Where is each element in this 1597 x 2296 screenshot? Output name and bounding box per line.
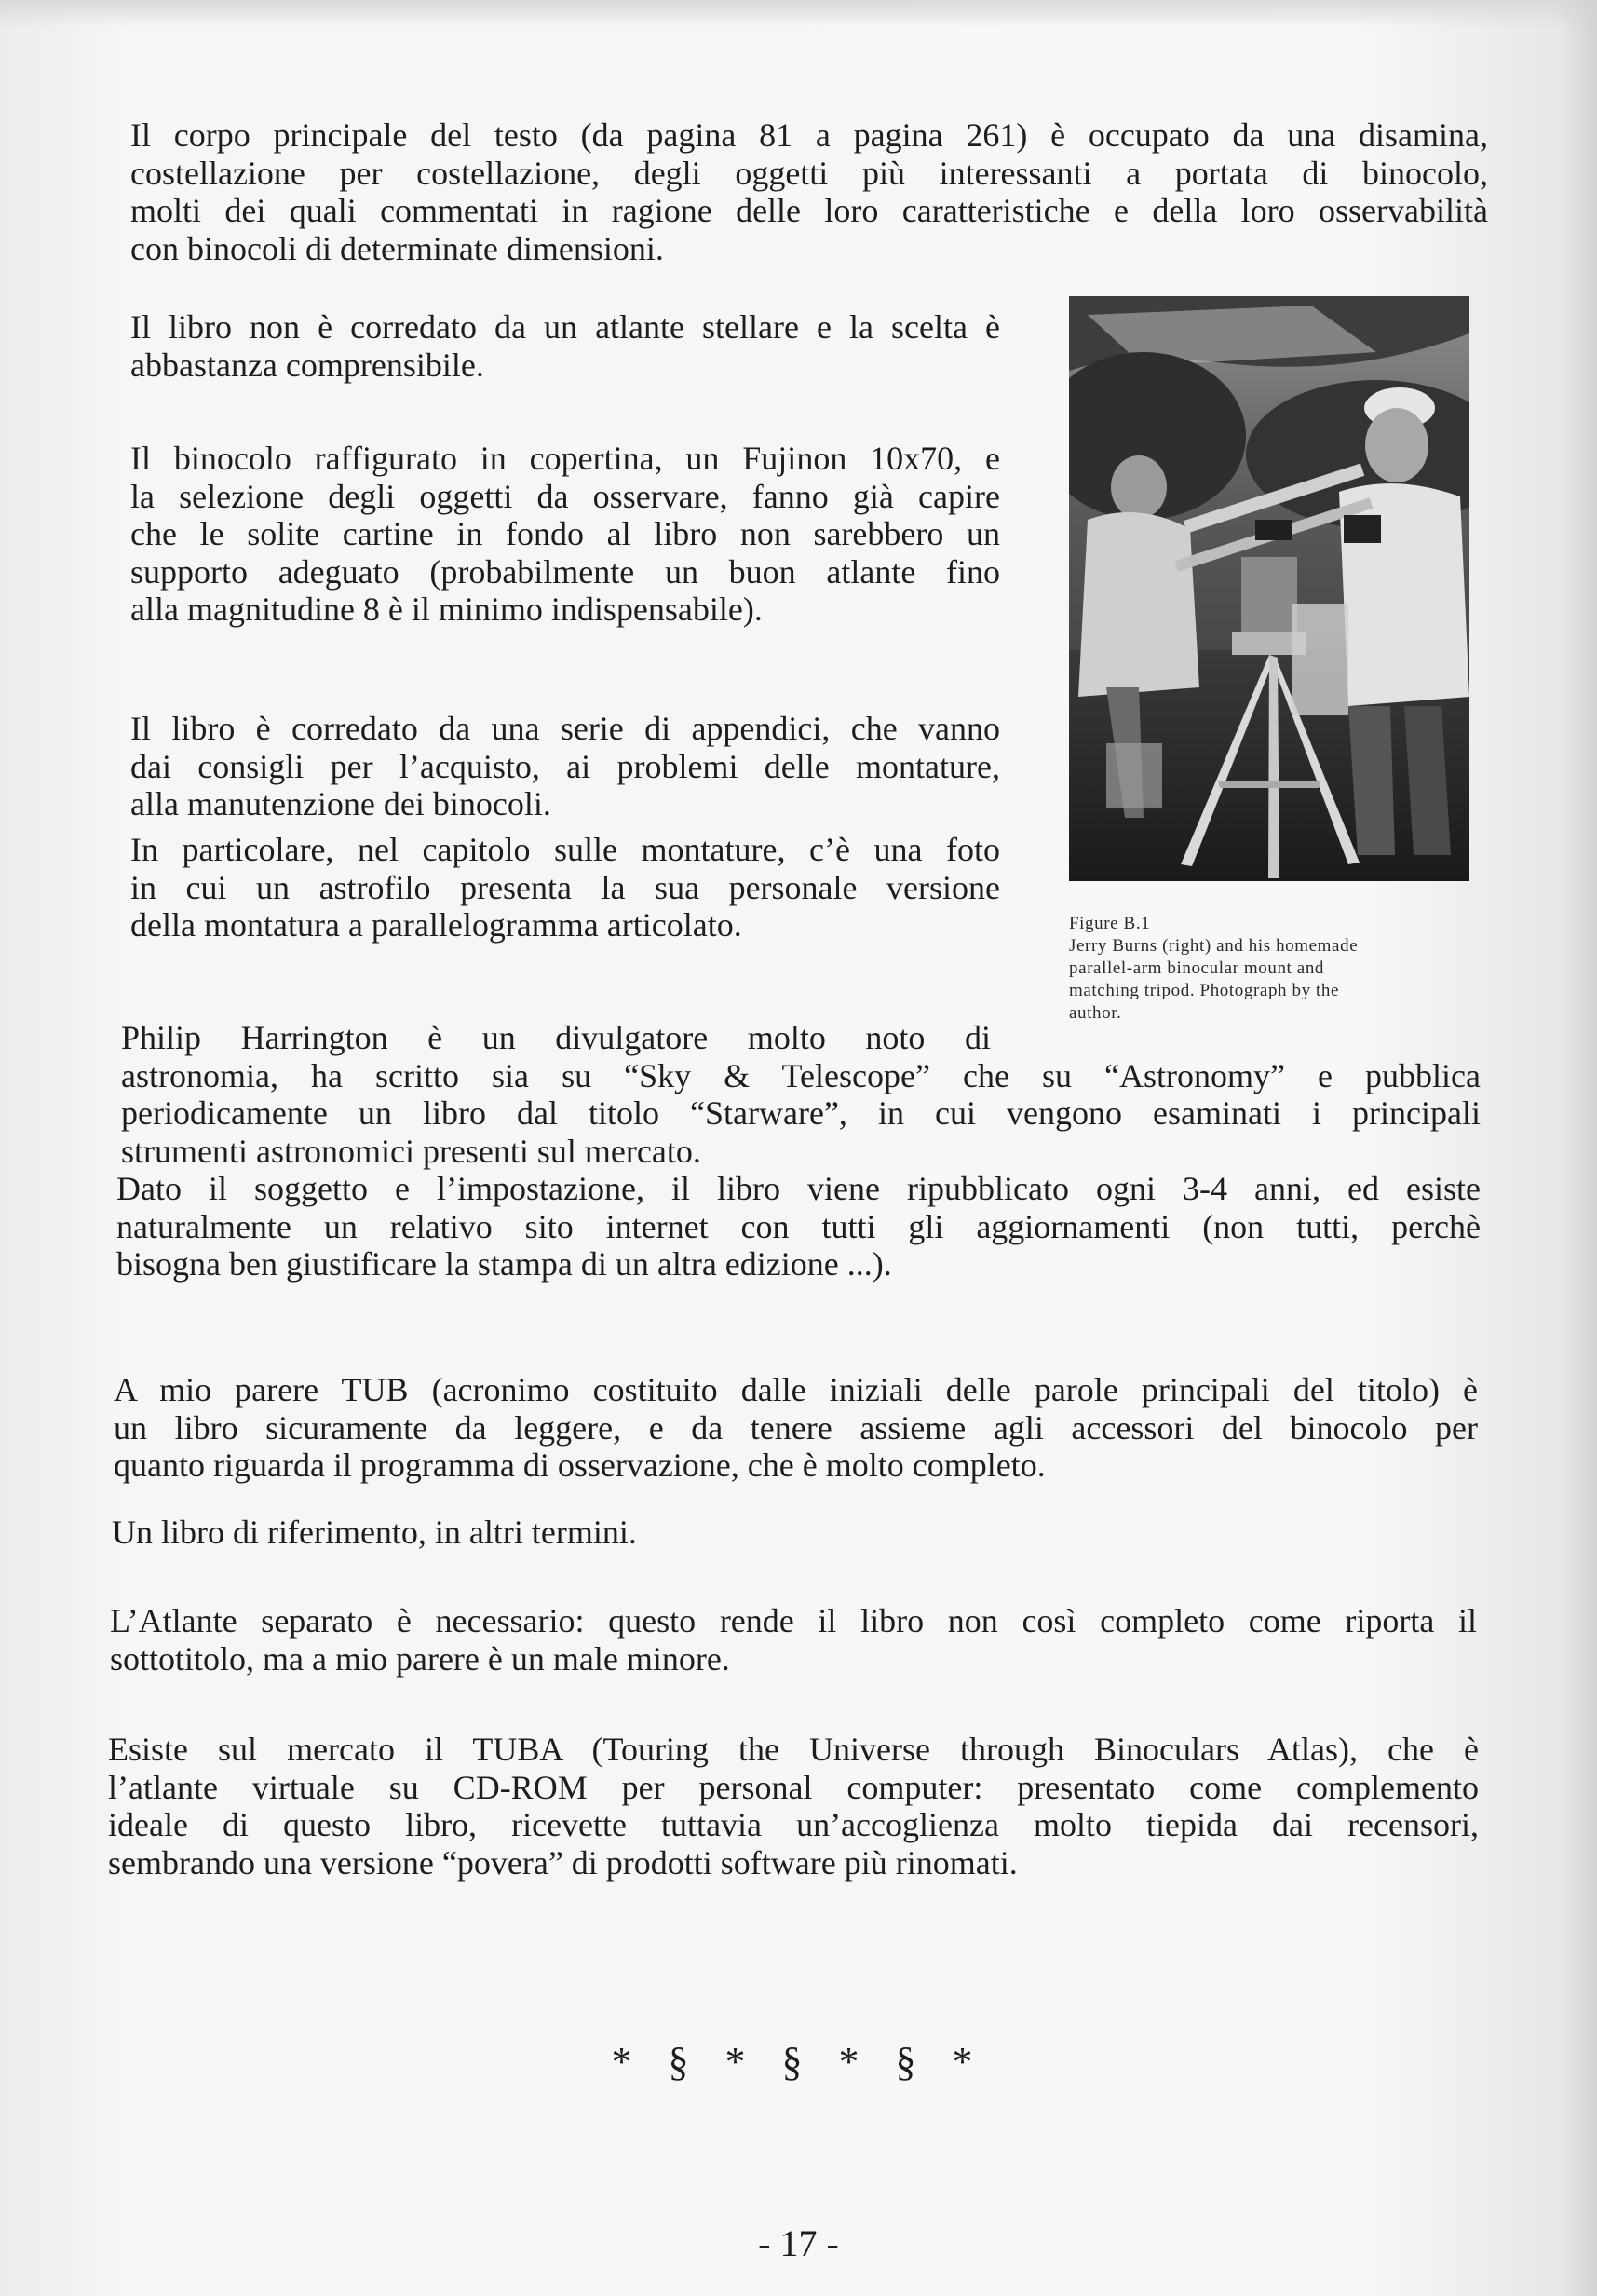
text-line: Un libro di riferimento, in altri termini.	[112, 1514, 637, 1551]
paragraph-mounts-photo	[130, 831, 1000, 944]
text-line: supporto adeguato (probabilmente un buon atlante fino	[130, 552, 1000, 591]
text-line: A mio parere TUB (acronimo costituito dalle iniziali delle parole principali del titolo) è	[114, 1371, 1478, 1408]
text-line: Philip Harrington è un divulgatore molto noto di	[121, 1019, 991, 1056]
text-line: l’atlante virtuale su CD-ROM per personal computer: presentato come complemento	[108, 1768, 1479, 1806]
text-line: Il libro è corredato da una serie di appendici, che vanno	[130, 710, 1000, 747]
paragraph-appendices	[130, 710, 1000, 823]
text-line: L’Atlante separato è necessario: questo rende il libro non così completo come riporta il	[110, 1602, 1477, 1639]
text-line: sembrando una versione “povera” di prodotti software più rinomati.	[108, 1843, 1018, 1882]
text-line: ideale di questo libro, ricevette tuttavia un’accoglienza molto tiepida dai recensori,	[108, 1806, 1479, 1843]
text-line: abbastanza comprensibile.	[130, 346, 484, 384]
text-line: In particolare, nel capitolo sulle montature, c’è una foto	[130, 831, 1000, 868]
caption-line: Jerry Burns (right) and his homemade	[1069, 936, 1359, 956]
paragraph-no-atlas	[130, 308, 1000, 384]
caption-line: author.	[1069, 1003, 1122, 1023]
caption-line: matching tripod. Photograph by the	[1069, 981, 1340, 1000]
text-line: che le solite cartine in fondo al libro non sarebbero un	[130, 515, 1000, 552]
section-divider: * § * § * § *	[611, 2039, 986, 2085]
paragraph-cover-binocular	[130, 440, 1000, 629]
figure-photograph	[1069, 296, 1469, 881]
figure-caption	[1069, 913, 1469, 1025]
paragraph-tuba	[108, 1731, 1479, 1882]
text-line: Il corpo principale del testo (da pagina 81 a pagina 261) è occupato da una disamina,	[130, 116, 1488, 154]
text-line: Il libro non è corredato da un atlante stellare e la scelta è	[130, 308, 1000, 346]
text-line: costellazione per costellazione, degli oggetti più interessanti a portata di binocolo,	[130, 154, 1488, 192]
text-line: quanto riguarda il programma di osservazione, che è molto completo.	[114, 1447, 1046, 1484]
paragraph-atlas-separate	[110, 1602, 1477, 1678]
paragraph-opinion	[114, 1371, 1478, 1485]
text-line: strumenti astronomici presenti sul mercato.	[121, 1132, 701, 1170]
text-line: bisogna ben giustificare la stampa di un altra edizione ...).	[116, 1245, 892, 1283]
text-line: Dato il soggetto e l’impostazione, il libro viene ripubblicato ogni 3-4 anni, ed esiste	[116, 1170, 1481, 1207]
text-line: in cui un astrofilo presenta la sua personale versione	[130, 868, 1000, 906]
text-line: alla magnitudine 8 è il minimo indispensabile).	[130, 591, 763, 628]
paragraph-harrington	[121, 1019, 1481, 1170]
text-line: molti dei quali commentati in ragione delle loro caratteristiche e della loro osservabilità	[130, 192, 1488, 229]
text-line: alla manutenzione dei binocoli.	[130, 785, 551, 822]
text-line: con binocoli di determinate dimensioni.	[130, 229, 664, 267]
paragraph-republish	[116, 1170, 1481, 1284]
caption-label: Figure B.1	[1069, 914, 1151, 933]
caption-line: parallel-arm binocular mount and	[1069, 958, 1325, 978]
text-line: periodicamente un libro dal titolo “Starware”, in cui vengono esaminati i principali	[121, 1094, 1481, 1132]
text-line: della montatura a parallelogramma articolato.	[130, 906, 742, 944]
text-line: naturalmente un relativo sito internet con tutti gli aggiornamenti (non tutti, perchè	[116, 1207, 1481, 1245]
scan-shadow-top	[0, 0, 1597, 28]
text-line: astronomia, ha scritto sia su “Sky & Telescope” che su “Astronomy” e pubblica	[121, 1056, 1481, 1094]
text-line: Il binocolo raffigurato in copertina, un Fujinon 10x70, e	[130, 440, 1000, 477]
text-line: sottotitolo, ma a mio parere è un male minore.	[110, 1639, 730, 1678]
paragraph-body-1	[130, 116, 1488, 267]
text-line: dai consigli per l’acquisto, ai problemi delle montature,	[130, 747, 1000, 785]
scan-shadow-right	[1560, 0, 1597, 2296]
text-line: Esiste sul mercato il TUBA (Touring the Universe through Binoculars Atlas), che è	[108, 1731, 1479, 1768]
text-line: la selezione degli oggetti da osservare, fanno già capire	[130, 477, 1000, 515]
text-line: un libro sicuramente da leggere, e da tenere assieme agli accessori del binocolo per	[114, 1408, 1478, 1447]
paragraph-reference	[112, 1514, 1476, 1552]
photo-illustration	[1069, 296, 1469, 881]
page-number: - 17 -	[758, 2222, 839, 2264]
